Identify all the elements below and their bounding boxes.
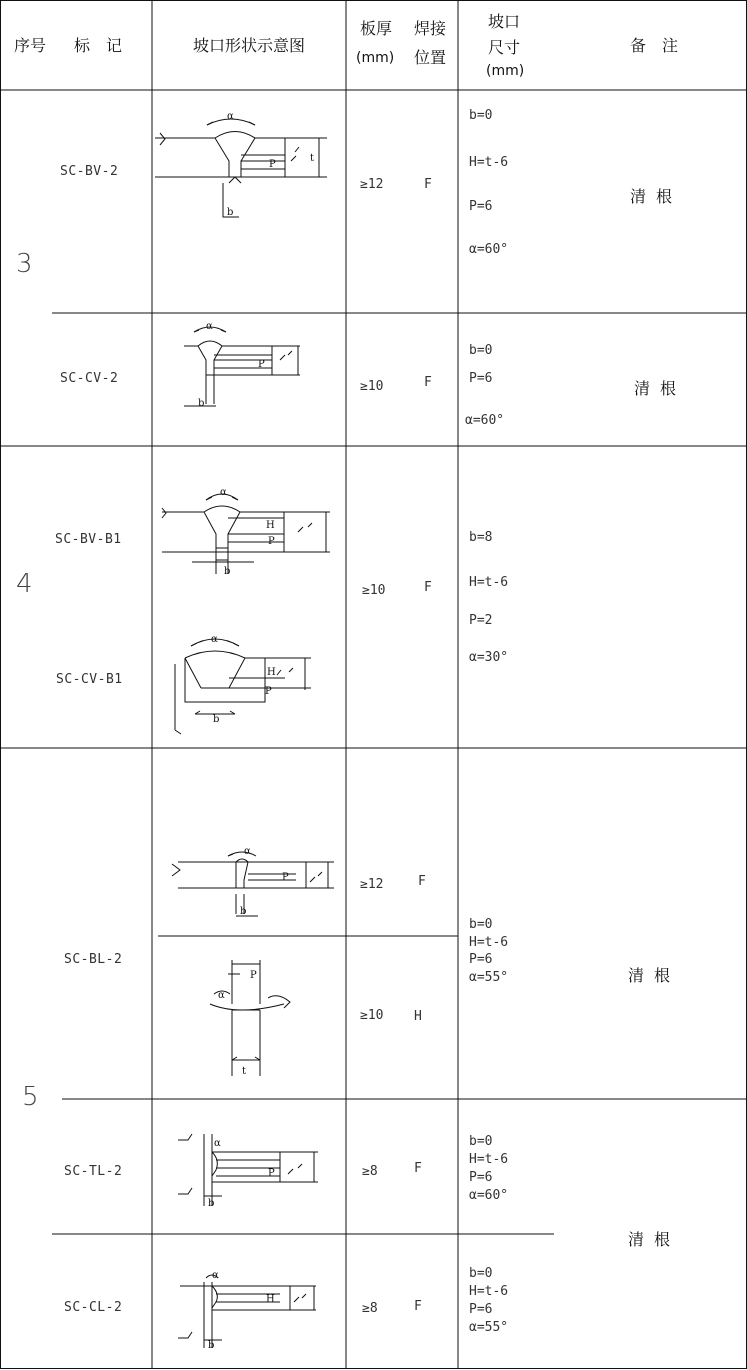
svg-text:b: b (208, 1340, 215, 1351)
dim-b: b=0 (469, 1134, 493, 1149)
svg-text:b: b (240, 906, 247, 917)
position-sc-bl-2-a: F (418, 874, 426, 889)
mark-sc-tl-2: SC-TL-2 (64, 1164, 123, 1179)
thickness-sc-tl-2: ≥8 (362, 1164, 378, 1179)
svg-text:α: α (214, 1138, 221, 1149)
thickness-sc-cl-2: ≥8 (362, 1301, 378, 1316)
svg-text:b: b (224, 566, 231, 577)
dim-p: P=6 (469, 199, 493, 214)
svg-text:α: α (227, 111, 234, 122)
svg-text:t: t (242, 1066, 247, 1077)
sketch-sc-bl-2-a (168, 844, 343, 924)
dim-b: b=0 (469, 108, 493, 123)
svg-text:b: b (208, 1198, 215, 1209)
thickness-group-4: ≥10 (362, 583, 386, 598)
dim-alpha: α=60° (469, 242, 509, 257)
dim-b: b=0 (469, 343, 493, 358)
svg-text:α: α (206, 321, 213, 332)
mark-sc-cl-2: SC-CL-2 (64, 1300, 123, 1315)
dim-p: P=2 (469, 613, 493, 628)
header-size-2: 尺寸 (488, 38, 521, 57)
group-number-3: 3 (16, 249, 33, 279)
thickness-sc-cv-2: ≥10 (360, 379, 384, 394)
header-position: 焊接 (414, 19, 447, 38)
svg-text:α: α (220, 487, 227, 498)
sketch-sc-tl-2 (176, 1130, 326, 1215)
dim-alpha: α=55° (469, 1320, 509, 1335)
header-thickness: 板厚 (360, 19, 393, 38)
sketch-sc-cv-b1 (165, 630, 325, 740)
dim-p: P=6 (469, 1302, 493, 1317)
dim-h: H=t-6 (469, 155, 509, 170)
dim-alpha: α=60° (465, 413, 505, 428)
header-thickness-unit: (mm) (356, 50, 395, 66)
position-sc-cv-2: F (424, 375, 432, 390)
mark-sc-cv-b1: SC-CV-B1 (56, 672, 123, 687)
sketch-sc-bl-2-b (208, 952, 318, 1087)
svg-text:α: α (212, 1270, 219, 1281)
svg-text:α: α (211, 634, 218, 645)
dim-p: P=6 (469, 952, 493, 967)
position-sc-cl-2: F (414, 1299, 422, 1314)
note-sc-bv-2: 清根 (630, 187, 683, 206)
header-note: 备 注 (630, 36, 679, 55)
sketch-sc-bv-2 (155, 105, 335, 225)
svg-text:α: α (244, 846, 251, 857)
sketch-sc-cv-2 (180, 320, 320, 420)
svg-text:b: b (227, 207, 234, 218)
svg-text:P: P (268, 1168, 275, 1179)
position-sc-bl-2-b: H (414, 1009, 422, 1024)
mark-sc-bv-2: SC-BV-2 (60, 164, 119, 179)
dim-b: b=8 (469, 530, 493, 545)
svg-text:P: P (265, 686, 272, 697)
note-sc-cl-2: 清根 (628, 1230, 681, 1249)
sketch-sc-bv-b1 (158, 482, 338, 582)
svg-text:H: H (267, 667, 276, 678)
header-mark: 标 记 (74, 36, 123, 55)
dim-alpha: α=55° (469, 970, 509, 985)
svg-text:b: b (198, 398, 205, 409)
note-sc-bl-2: 清根 (628, 966, 681, 985)
mark-sc-bl-2: SC-BL-2 (64, 952, 123, 967)
dim-h: H=t-6 (469, 575, 509, 590)
dim-alpha: α=60° (469, 1188, 509, 1203)
dim-h: H=t-6 (469, 1284, 509, 1299)
dim-h: H=t-6 (469, 1152, 509, 1167)
header-size: 坡口 (488, 12, 521, 31)
dim-b: b=0 (469, 1266, 493, 1281)
svg-text:P: P (282, 872, 289, 883)
position-group-4: F (424, 580, 432, 595)
note-sc-cv-2: 清根 (634, 379, 687, 398)
svg-text:H: H (266, 1294, 275, 1305)
mark-sc-cv-2: SC-CV-2 (60, 371, 119, 386)
group-number-4: 4 (16, 569, 33, 599)
svg-text:P: P (258, 359, 265, 370)
sketch-sc-cl-2 (176, 1268, 326, 1358)
svg-text:α: α (218, 990, 225, 1001)
dim-b: b=0 (469, 917, 493, 932)
thickness-sc-bv-2: ≥12 (360, 177, 384, 192)
header-position-2: 位置 (414, 48, 447, 67)
header-size-unit: (mm) (486, 63, 525, 79)
thickness-sc-bl-2-b: ≥10 (360, 1008, 384, 1023)
dim-p: P=6 (469, 1170, 493, 1185)
header-sketch: 坡口形状示意图 (193, 36, 306, 55)
position-sc-tl-2: F (414, 1161, 422, 1176)
svg-text:P: P (250, 970, 257, 981)
svg-text:P: P (269, 159, 276, 170)
svg-text:b: b (213, 714, 220, 725)
dim-alpha: α=30° (469, 650, 509, 665)
position-sc-bv-2: F (424, 177, 432, 192)
dim-p: P=6 (469, 371, 493, 386)
dim-h: H=t-6 (469, 935, 509, 950)
svg-text:P: P (268, 536, 275, 547)
svg-text:t: t (310, 153, 315, 164)
header-seq: 序号 (14, 36, 47, 55)
thickness-sc-bl-2-a: ≥12 (360, 877, 384, 892)
group-number-5: 5 (22, 1082, 39, 1112)
mark-sc-bv-b1: SC-BV-B1 (55, 532, 122, 547)
svg-text:H: H (266, 520, 275, 531)
